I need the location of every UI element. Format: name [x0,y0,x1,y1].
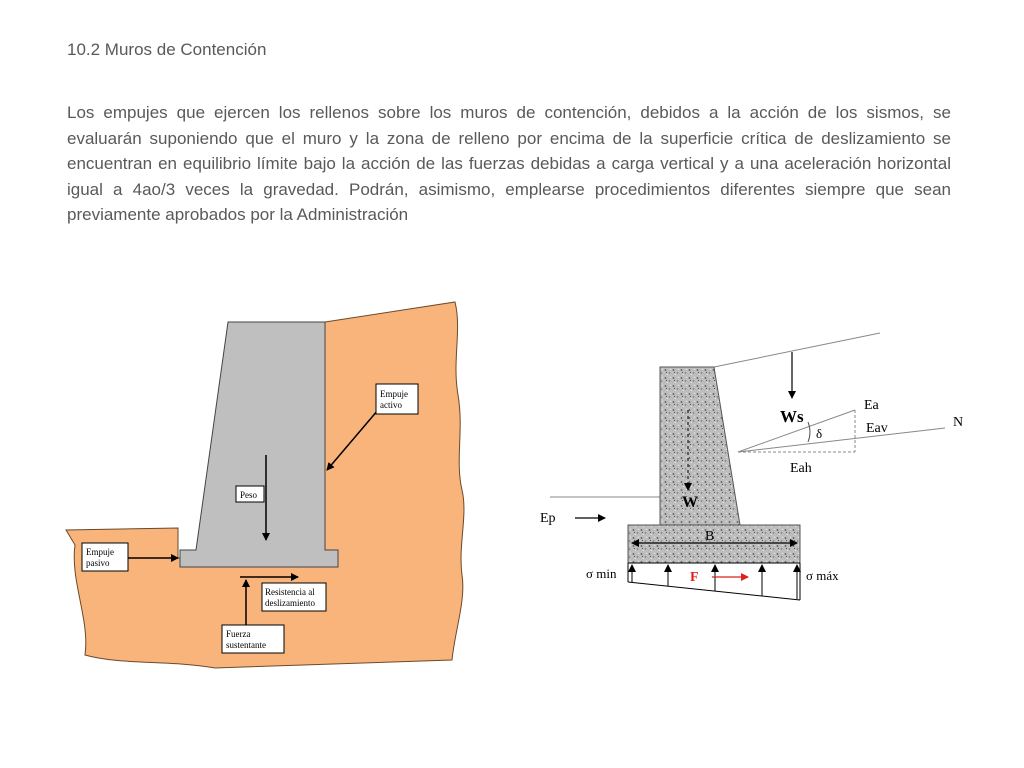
resistencia-label-2: deslizamiento [265,598,315,608]
fuerza-label-1: Fuerza [226,629,251,639]
eah-label: Eah [790,461,812,476]
empuje-activo-label-2: activo [380,400,402,410]
resistencia-label-1: Resistencia al [265,587,315,597]
ep-label: Ep [540,511,556,526]
delta-arc [808,422,810,442]
n-line [738,428,945,452]
ea-label: Ea [864,398,879,413]
w-label: W [682,494,698,511]
b-label: B [705,529,715,544]
ws-label: Ws [780,407,804,426]
peso-label: Peso [240,490,258,500]
empuje-pasivo-label-1: Empuje [86,547,114,557]
fuerza-label-2: sustentante [226,640,266,650]
pressure-sloped-line [628,582,800,600]
wall-stem [660,367,740,525]
backfill-surface-line [714,333,880,367]
sigma-max-label: σ máx [806,568,839,583]
delta-label: δ [816,426,823,441]
empuje-activo-label-1: Empuje [380,389,408,399]
slide-paragraph: Los empujes que ejercen los rellenos sobre los muros de contención, debidos a la acción de los sismos, se evaluarán suponiendo que el muro y la zona de relleno por encima de la superficie crítica de deslizamiento se encuentran en equilibrio límite bajo la acción de las fuerzas debidas a carga vertical y a una aceleración horizontal igual a 4ao/3 veces la gravedad. Podrán, asimismo, emplearse procedimientos diferentes siempre que sean previamente aprobados por la Administración [67,103,951,224]
slide-heading: 10.2 Muros de Contención [67,40,267,59]
f-label: F [690,570,699,585]
sigma-min-label: σ min [586,566,617,581]
empuje-pasivo-label-2: pasivo [86,558,110,568]
eav-label: Eav [866,421,888,436]
n-label: N [953,415,964,430]
